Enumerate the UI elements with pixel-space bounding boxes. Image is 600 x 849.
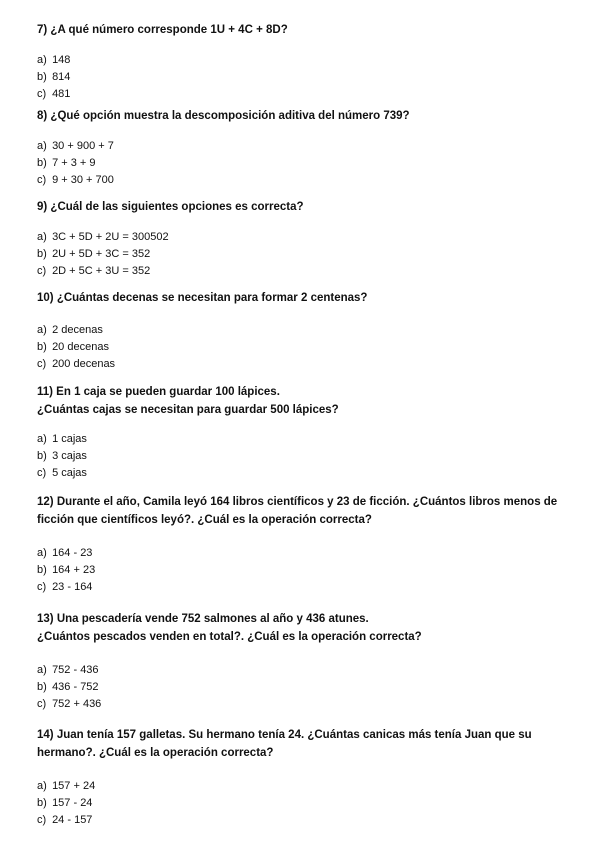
question-title-line: 10) ¿Cuántas decenas se necesitan para formar 2 centenas? — [37, 292, 368, 304]
option-text: 2D + 5C + 3U = 352 — [52, 264, 151, 277]
option-text: 20 decenas — [52, 340, 109, 353]
option-c[interactable] — [37, 263, 563, 280]
question-12 — [37, 494, 563, 596]
option-c[interactable] — [37, 812, 563, 829]
question-title — [37, 22, 563, 40]
question-title — [37, 290, 563, 308]
question-title-line: 14) Juan tenía 157 galletas. Su hermano tenía 24. ¿Cuántas canicas más tenía Juan que su — [37, 729, 532, 741]
answer-options — [37, 322, 563, 373]
option-text: 9 + 30 + 700 — [52, 173, 114, 186]
answer-options — [37, 431, 563, 482]
option-c[interactable] — [37, 356, 563, 373]
question-8 — [37, 108, 563, 189]
question-7 — [37, 22, 563, 103]
option-c[interactable] — [37, 172, 563, 189]
option-text: 148 — [52, 53, 71, 66]
question-title-line: ¿Cuántos pescados venden en total?. ¿Cuál es la operación correcta? — [37, 630, 422, 643]
option-a[interactable] — [37, 229, 563, 246]
question-10 — [37, 290, 563, 373]
question-title — [37, 494, 563, 529]
question-title — [37, 611, 563, 646]
answer-options — [37, 138, 563, 189]
option-text: 3C + 5D + 2U = 300502 — [52, 230, 169, 243]
option-letter: a) — [37, 547, 47, 559]
option-b[interactable] — [37, 339, 563, 356]
option-letter: c) — [37, 264, 47, 277]
option-letter: b) — [37, 564, 47, 576]
question-9 — [37, 199, 563, 280]
option-letter: a) — [37, 53, 47, 66]
option-letter: b) — [37, 247, 47, 260]
option-text: 24 - 157 — [52, 814, 93, 826]
option-letter: b) — [37, 156, 47, 169]
option-text: 3 cajas — [52, 450, 87, 462]
option-letter: a) — [37, 230, 47, 243]
option-a[interactable] — [37, 322, 563, 339]
question-title-line: hermano?. ¿Cuál es la operación correcta? — [37, 746, 274, 759]
option-letter: c) — [37, 173, 47, 186]
option-c[interactable] — [37, 579, 563, 596]
option-letter: a) — [37, 664, 47, 676]
option-a[interactable] — [37, 138, 563, 155]
option-letter: a) — [37, 780, 47, 792]
answer-options — [37, 229, 563, 280]
option-c[interactable] — [37, 465, 563, 482]
option-letter: c) — [37, 581, 47, 593]
option-a[interactable] — [37, 545, 563, 562]
option-a[interactable] — [37, 431, 563, 448]
question-title — [37, 199, 563, 217]
option-letter: b) — [37, 340, 47, 353]
option-b[interactable] — [37, 155, 563, 172]
option-letter: b) — [37, 681, 47, 693]
option-letter: a) — [37, 139, 47, 152]
option-text: 436 - 752 — [52, 681, 99, 693]
option-b[interactable] — [37, 562, 563, 579]
option-text: 2U + 5D + 3C = 352 — [52, 247, 151, 260]
option-letter: a) — [37, 323, 47, 336]
option-letter: b) — [37, 450, 47, 462]
option-letter: c) — [37, 87, 47, 100]
question-title-line: ¿Cuántas cajas se necesitan para guardar 500 lápices? — [37, 403, 339, 416]
option-letter: c) — [37, 814, 47, 826]
question-title — [37, 384, 563, 419]
question-title-line: 11) En 1 caja se pueden guardar 100 lápices. — [37, 386, 280, 398]
question-14 — [37, 727, 563, 829]
option-letter: c) — [37, 698, 47, 710]
answer-options — [37, 662, 563, 713]
option-text: 7 + 3 + 9 — [52, 156, 96, 169]
option-c[interactable] — [37, 696, 563, 713]
option-text: 164 + 23 — [52, 564, 96, 576]
question-11 — [37, 384, 563, 482]
option-letter: b) — [37, 70, 47, 83]
answer-options — [37, 52, 563, 103]
option-a[interactable] — [37, 778, 563, 795]
option-text: 157 + 24 — [52, 780, 96, 792]
option-b[interactable] — [37, 448, 563, 465]
option-text: 814 — [52, 70, 71, 83]
option-text: 752 + 436 — [52, 698, 102, 710]
answer-options — [37, 545, 563, 596]
option-letter: c) — [37, 357, 47, 370]
question-title-line: 12) Durante el año, Camila leyó 164 libros científicos y 23 de ficción. ¿Cuántos libros menos de — [37, 496, 558, 508]
option-letter: c) — [37, 467, 47, 479]
option-b[interactable] — [37, 795, 563, 812]
option-text: 752 - 436 — [52, 664, 99, 676]
option-b[interactable] — [37, 679, 563, 696]
option-text: 5 cajas — [52, 467, 87, 479]
question-title — [37, 727, 563, 762]
question-title-line: 8) ¿Qué opción muestra la descomposición aditiva del número 739? — [37, 110, 410, 122]
option-b[interactable] — [37, 69, 563, 86]
option-text: 481 — [52, 87, 71, 100]
option-text: 157 - 24 — [52, 797, 93, 809]
option-text: 164 - 23 — [52, 547, 93, 559]
option-b[interactable] — [37, 246, 563, 263]
question-title-line: ficción que científicos leyó?. ¿Cuál es la operación correcta? — [37, 513, 372, 526]
question-13 — [37, 611, 563, 713]
question-title-line: 9) ¿Cuál de las siguientes opciones es correcta? — [37, 201, 304, 213]
question-title-line: 7) ¿A qué número corresponde 1U + 4C + 8D? — [37, 24, 288, 36]
option-a[interactable] — [37, 662, 563, 679]
answer-options — [37, 778, 563, 829]
option-text: 23 - 164 — [52, 581, 93, 593]
option-text: 200 decenas — [52, 357, 116, 370]
question-title-line: 13) Una pescadería vende 752 salmones al año y 436 atunes. — [37, 613, 369, 625]
option-text: 30 + 900 + 7 — [52, 139, 114, 152]
option-text: 1 cajas — [52, 433, 87, 445]
option-c[interactable] — [37, 86, 563, 103]
option-a[interactable] — [37, 52, 563, 69]
option-letter: b) — [37, 797, 47, 809]
question-title — [37, 108, 563, 126]
option-text: 2 decenas — [52, 323, 103, 336]
option-letter: a) — [37, 433, 47, 445]
